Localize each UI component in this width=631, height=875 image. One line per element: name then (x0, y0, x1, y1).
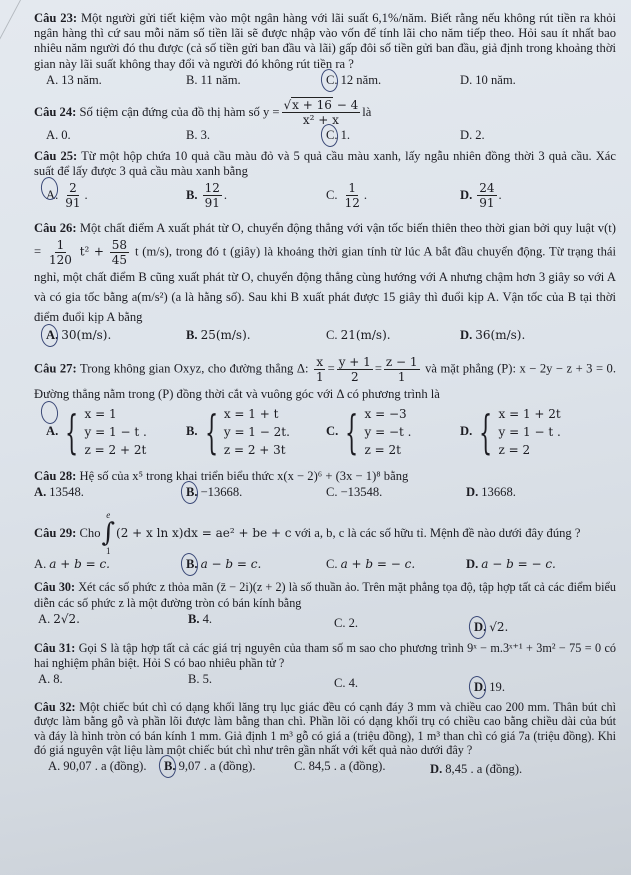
option-d[interactable]: D. 13668. (466, 485, 516, 500)
question-25 (34, 149, 616, 209)
option-d[interactable]: D. { x = 1 + 2t y = 1 − t . z = 2 (460, 404, 561, 459)
option-d[interactable]: D. 19. (474, 680, 505, 695)
option-d[interactable]: D. 2. (460, 128, 485, 143)
question-26: Câu 26: Một chất điểm A xuất phát từ O, chuyển động thẳng với vận tốc biến thiên theo thời gian bởi quy luật v(t) = $\frac{1}{120}$ t² + $\frac{58}{45}$ t (m/s), trong đó t (giây) là khoảng thời gian tính từ lúc A bắt đầu chuyển động. Từ trạng thái nghỉ, một chất điểm B cũng xuất phát từ O, chuyển động thẳng cùng hướng với A nhưng chậm hơn 3 giây so với A và có gia tốc bằng a(m/s²) (a là hằng số). Sau khi B xuất phát được 15 giây thì đuổi kịp A. Vận tốc của B tại thời điểm đuổi kịp A bằng A. 30(m/s). B. 25(m/s). C. 21(m/s). D. 36(m/s). (34, 220, 616, 342)
integral-sign: e ∫ 1 (101, 510, 116, 557)
option-c[interactable]: C. 1. (326, 128, 460, 143)
option-a[interactable]: A. 2√2. (38, 611, 80, 626)
question-label: Câu 25: (34, 149, 78, 164)
question-label: Câu 31: (34, 641, 76, 656)
question-label: Câu 24: (34, 104, 77, 119)
option-c[interactable]: C. 21(m/s). (326, 327, 391, 342)
option-a[interactable]: A. { x = 1 y = 1 − t . z = 2 + 2t (46, 405, 186, 459)
question-text: Xét các số phức z thỏa mãn (z̄ − 2i)(z + 2) là số thuần ảo. Trên mặt phẳng tọa độ, tập hợp tất cả các điểm biểu diễn các số phức z là một đường tròn có bán kính bằng (34, 580, 617, 610)
question-text: Hệ số của x⁵ trong khai triển biểu thức x(x − 2)⁶ + (3x − 1)⁸ bằng (79, 468, 409, 483)
option-a[interactable]: A. 0. (46, 128, 71, 143)
option-b[interactable]: B. 11 năm. (186, 72, 241, 87)
option-b[interactable]: B. 5. (188, 672, 213, 687)
option-a[interactable]: A. 13548. (34, 485, 84, 500)
option-b[interactable]: B. 4. (188, 611, 213, 626)
question-label: Câu 23: (34, 11, 78, 25)
option-a[interactable]: A. 13 năm. (46, 72, 102, 87)
question-text: Từ một hộp chứa 10 quả cầu màu đỏ và 5 quả cầu màu xanh, lấy ngẫu nhiên đồng thời 3 quả cầu. Xác suất để lấy được 3 quả cầu màu xanh bằng (34, 149, 616, 179)
question-text: Số tiệm cận đứng của đồ thị hàm số y = (79, 104, 280, 119)
question-label: Câu 26: (34, 220, 77, 235)
option-c[interactable]: C. 12 năm. (326, 73, 460, 88)
option-b[interactable]: B. 9,07 . a (đồng). (164, 759, 294, 774)
question-text: Một chiếc bút chì có dạng khối lăng trụ lục giác đều có cạnh đáy 3 mm và chiều cao 200 mm. Thân bút chì được làm bằng gỗ và phần lõi được làm bằng than chì. Phần lõi có dạng khối trụ có chiều cao bằng chiều dài của bút và đáy là hình tròn có bán kính 1 mm. Giả định 1 m³ gỗ có giá a (triệu đồng), 1 m³ than chì có giá 7a (triệu đồng). Khi đó giá nguyên vật liệu làm một chiếc bút chì như trên gần nhất với kết quả nào dưới đây ? (34, 699, 616, 758)
question-32 (34, 700, 616, 775)
options-row (46, 181, 616, 210)
options-row (46, 73, 616, 88)
options-row (38, 672, 616, 695)
options-row (34, 485, 616, 500)
question-label: Câu 29: (34, 525, 77, 540)
option-a[interactable]: A. 90,07 . a (đồng). (48, 759, 147, 774)
options-row (46, 328, 616, 343)
option-b[interactable]: B. −13668. (186, 485, 326, 500)
options-row (46, 405, 616, 459)
question-31 (34, 641, 616, 695)
option-b[interactable]: B. 25(m/s). (186, 327, 251, 342)
question-text: Gọi S là tập hợp tất cả các giá trị nguyên của tham số m sao cho phương trình 9ˣ − m.3ˣ⁺¹ + 3m² − 75 = 0 có hai nghiệm phân biệt. Hỏi S có bao nhiêu phần tử ? (34, 641, 616, 671)
option-c[interactable]: C. { x = −3 y = −t . z = 2t (326, 404, 412, 459)
option-d[interactable]: D. 36(m/s). (460, 327, 526, 342)
option-d[interactable]: D. $\frac{24}{91}$ . (460, 180, 502, 210)
option-a[interactable]: A. $\frac{2}{91}$ . (46, 181, 186, 210)
option-b[interactable]: B. $\frac{12}{91}$ . (186, 180, 227, 210)
options-row (38, 611, 616, 634)
question-24: Câu 24: Số tiệm cận đứng của đồ thị hàm số y = $\frac{√x + 16 - 4}{\text{x² + x}}$ là A. 0. B. 3. C. 1. D. 2. (34, 98, 616, 143)
options-row (48, 759, 616, 777)
question-30 (34, 580, 617, 634)
question-28 (34, 469, 616, 500)
option-c[interactable]: C. 84,5 . a (đồng). (294, 759, 386, 774)
question-27: Câu 27: Trong không gian Oxyz, cho đường thẳng Δ: $\frac{x}{1}$ = $\frac{y + 1}{2}$ = $\frac{z - 1}{1}$ và mặt phẳng (P): x − 2y − z + 3 = 0. Đường thẳng nằm trong (P) đồng thời cắt và vuông góc với Δ có phương trình là A. { x = 1 y = 1 − t . z = 2 + 2t B. { x = 1 + t y = 1 − 2t. z = 2 + 3t C. { x = −3 y = −t . z = 2t D. { x = 1 + 2t y = 1 − t . z = 2 (34, 354, 617, 459)
option-a[interactable]: A. a + b = c. (34, 557, 110, 572)
options-row (34, 557, 616, 572)
question-label: Câu 27: (34, 361, 77, 376)
question-23 (34, 11, 616, 88)
option-c[interactable]: C. −13548. (326, 485, 383, 500)
options-row (46, 128, 616, 143)
question-label: Câu 28: (34, 468, 77, 483)
page-edge-shadow (0, 0, 21, 40)
option-b[interactable]: B. 3. (186, 128, 211, 143)
option-b[interactable]: B. a − b = c. (186, 557, 326, 572)
option-d[interactable]: D. a − b = − c. (466, 557, 556, 572)
option-b[interactable]: B. { x = 1 + t y = 1 − 2t. z = 2 + 3t (186, 404, 290, 459)
option-d[interactable]: D. √2. (474, 619, 509, 634)
option-a[interactable]: A. 8. (38, 672, 63, 687)
option-c[interactable]: C. 4. (334, 676, 359, 691)
exam-sheet (34, 11, 617, 777)
question-29: Câu 29: Cho e ∫ 1 (2 + x ln x)dx = ae² + be + c với a, b, c là các số hữu tỉ. Mệnh đề nào dưới đây đúng ? A. a + b = c. B. a − b = c. C. a + b = − c. D. a − b = − c. (34, 510, 616, 572)
option-d[interactable]: D. 10 năm. (460, 72, 516, 87)
option-c[interactable]: C. $\frac{1}{12}$ . (326, 180, 367, 210)
option-c[interactable]: C. 2. (334, 615, 359, 630)
option-d[interactable]: D. 8,45 . a (đồng). (430, 762, 523, 777)
option-a[interactable]: A. 30(m/s). (46, 328, 186, 343)
question-label: Câu 30: (34, 580, 76, 595)
function-fraction: $\frac{√x + 16 - 4}{\text{x² + x}}$ (283, 98, 359, 128)
option-c[interactable]: C. a + b = − c. (326, 557, 416, 572)
question-text: Một người gửi tiết kiệm vào một ngân hàng với lãi suất 6,1%/năm. Biết rằng nếu không rút tiền ra khỏi ngân hàng thì cứ sau mỗi năm số tiền lãi sẽ được nhập vào vốn để tính lãi cho năm tiếp theo. Hỏi sau ít nhất bao nhiêu năm người đó thu được (cả số tiền gửi ban đầu và lãi) gấp đôi số tiền gửi ban đầu, giả định trong khoảng thời gian này lãi suất không thay đổi và người đó không rút tiền ra ? (34, 11, 616, 71)
question-label: Câu 32: (34, 699, 76, 714)
